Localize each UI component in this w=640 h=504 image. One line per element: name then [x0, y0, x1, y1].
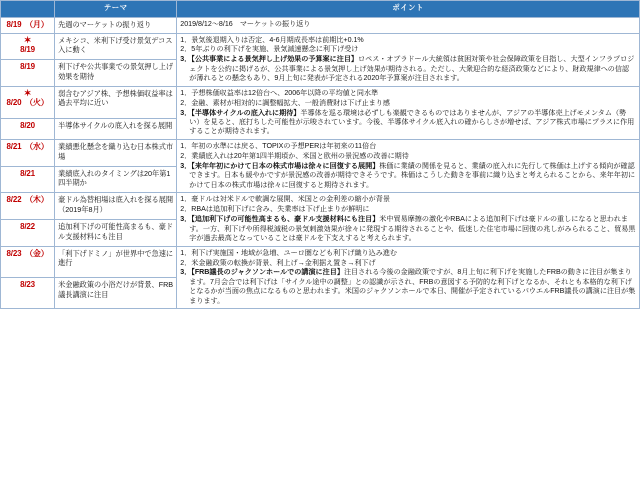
- row-date-text: 8/21 （水）: [6, 142, 49, 152]
- row-date-cell: [1, 119, 55, 140]
- row-point-cell: [177, 18, 640, 34]
- row-date-text: 8/19 （月）: [6, 20, 49, 29]
- table-header-row: [1, 1, 640, 18]
- row-date-cell: [1, 193, 55, 220]
- row-theme-cell: 先週のマーケットの振り返り: [55, 18, 177, 34]
- point-line: 1．予想株価収益率は12倍台へ、2006年以降の平均値と同水準: [180, 88, 379, 97]
- point-line: 3．【追加利下げの可能性高まるも、豪ドル支援材料にも注目】米中貿易摩擦の激化やRBAによる追加利下げは豪ドルの重しになると思われます。一方、利下げや所得税減税の景気刺激効果が徐々に発現する期待されることや、低迷した住宅市場に回復の兆しがみられること、貿易黒字が過去最高となっていることは豪ドルを下支えすると考えられます。: [180, 215, 636, 242]
- point-line: 3．【半導体サイクルの底入れに期待】半導体を巡る環境は必ずしも楽観できるものではありませんが、アジアの半導体売上げモメンタム（勢い）を見ると、底打ちした可能性が示唆されています。今後、半導体サイクル底入れの確からしさが増せば、アジア株式市場にプラスに作用することが期待されます。: [180, 108, 635, 136]
- point-line: 2．RBAは追加利下げに含み、失業率は下げ止まりが鮮明に: [180, 205, 370, 214]
- row-date-text: 8/23 （金）: [6, 248, 49, 258]
- point-line: 1．豪ドルは対米ドルで軟調な展開、米国との金利差の縮小が背景: [180, 195, 390, 204]
- point-line: 2．5年ぶりの利下げを実施、景気減速懸念に利下げ受け: [180, 45, 359, 54]
- row-theme-cell: 米金融政策の小浴だけが背景、FRB議長講演に注目: [55, 278, 177, 309]
- star-icon: ✶: [23, 87, 32, 98]
- column-header-date: [1, 1, 55, 18]
- point-line: 2．米金融政策の転換が背景、利上げ→金利据え置き→利下げ: [180, 258, 376, 267]
- table-body: [1, 18, 640, 309]
- row-date-text: 8/23: [20, 280, 35, 290]
- row-point-cell: [177, 86, 640, 139]
- table-row: [1, 86, 640, 119]
- row-date-cell: [1, 33, 55, 60]
- row-date-text: 8/21: [20, 168, 35, 178]
- row-theme-cell: 利下げや公共事業での景気押し上げ効果を期待: [55, 60, 177, 86]
- column-header-theme: テーマ: [55, 1, 177, 18]
- row-point-cell: [177, 193, 640, 246]
- table-row: [1, 140, 640, 167]
- row-date-text: 8/19: [20, 62, 35, 72]
- table-row: [1, 246, 640, 277]
- table-row: [1, 193, 640, 220]
- row-theme-cell: 業績底入れのタイミングは20年第1四半期か: [55, 166, 177, 193]
- row-date-text: 8/20: [20, 121, 35, 131]
- row-theme-cell: 半導体サイクルの底入れを探る展開: [55, 119, 177, 140]
- row-date-cell: [1, 220, 55, 247]
- point-line: 1．利下げ実施国・地域が急増、ユーロ圏なども利下げ織り込み進む: [180, 248, 398, 257]
- row-date-text: 8/19: [20, 44, 35, 54]
- row-theme-cell: 弱含むアジア株、予想株価収益率は過去平均に近い: [55, 86, 177, 119]
- row-date-text: 8/20 （火）: [6, 97, 49, 107]
- row-theme-cell: 追加利下げの可能性高まるも、豪ドル支援材料にも注目: [55, 220, 177, 247]
- row-theme-cell: 豪ドル為替相場は底入れを探る展開（2019年8月）: [55, 193, 177, 220]
- point-line: 3．【来年年初にかけて日本の株式市場は徐々に回復する展開】株価に業績の関係を見ると、業績の底入れに先行して株価は上げする傾向が確認できます。日本も緩やかですが景況感の改善が期待できそうです。株価はこうした動きを事前に織り込まと考えられることから、来年年初にかけて日本の株式市場は徐々に回復すると期待されます。: [180, 161, 636, 189]
- row-theme-cell: メキシコ、米利下げ受け景気デコス入に動く: [55, 33, 177, 60]
- table-row: [1, 33, 640, 60]
- row-point-cell: [177, 246, 640, 309]
- row-point-cell: [177, 140, 640, 193]
- row-date-cell: [1, 278, 55, 309]
- point-line: 2．業績底入れは20年第1四半期頃か、米国と欧州の景況感の改善に期待: [180, 152, 409, 160]
- row-date-cell: [1, 140, 55, 167]
- point-line: 1．景気後退期入りは否定、4-6月期成長率は前期比+0.1%: [180, 35, 364, 44]
- row-date-text: 8/22: [20, 222, 35, 232]
- point-line: 3．【公共事業による景気押し上げ効果の予算案に注目】ロペス・オブラドール大統領は貧困対策や社会保障政策を目指し、大型インフラプロジェクトを公約に掲げるが、公共事業による景気押し上げ効果が期待される。ただし、大衆迎合的な経済政策などにより、財政規律への信認が薄れるとの懸念もあり、9月上旬に発表が予定される2020年予算案が注目されます。: [180, 55, 635, 82]
- star-icon: ✶: [23, 34, 32, 45]
- table-row: [1, 18, 640, 34]
- row-date-cell: [1, 166, 55, 193]
- row-date-cell: [1, 86, 55, 119]
- point-line: 2019/8/12～8/16 マーケットの振り返り: [180, 20, 311, 28]
- row-theme-cell: 「利下げドミノ」が世界中で急速に進行: [55, 246, 177, 277]
- row-date-cell: [1, 18, 55, 34]
- column-header-point: ポイント: [177, 1, 640, 18]
- row-date-text: 8/22 （木）: [6, 195, 49, 205]
- point-line: 2．金融、素材が相対的に調整幅拡大、一般消費財は下げ止まり感: [180, 98, 390, 107]
- row-theme-cell: 業績悪化懸念を織り込む日本株式市場: [55, 140, 177, 167]
- point-line: 3．【FRB議長のジャクソンホールでの講演に注目】注目される今後の金融政策ですが、8月上旬に利下げを実施したFRBの動きに注目が集まります。7月会合では利下げは「サイクル途中の調整」との認識が示され、FRBの意図する予防的な利下げとなるか、それとも本格的な利下げとなるかが当面の焦点になるものと思われます。米国のジャクソンホールで本日、開催が予定されているパウエルFRB議長の講演に注目が集まります。: [180, 268, 636, 305]
- point-line: 1．年初の水準には戻る、TOPIXの予想PERは年初来の11倍台: [180, 142, 377, 151]
- row-date-cell: [1, 246, 55, 277]
- row-point-cell: [177, 33, 640, 86]
- row-date-cell: [1, 60, 55, 86]
